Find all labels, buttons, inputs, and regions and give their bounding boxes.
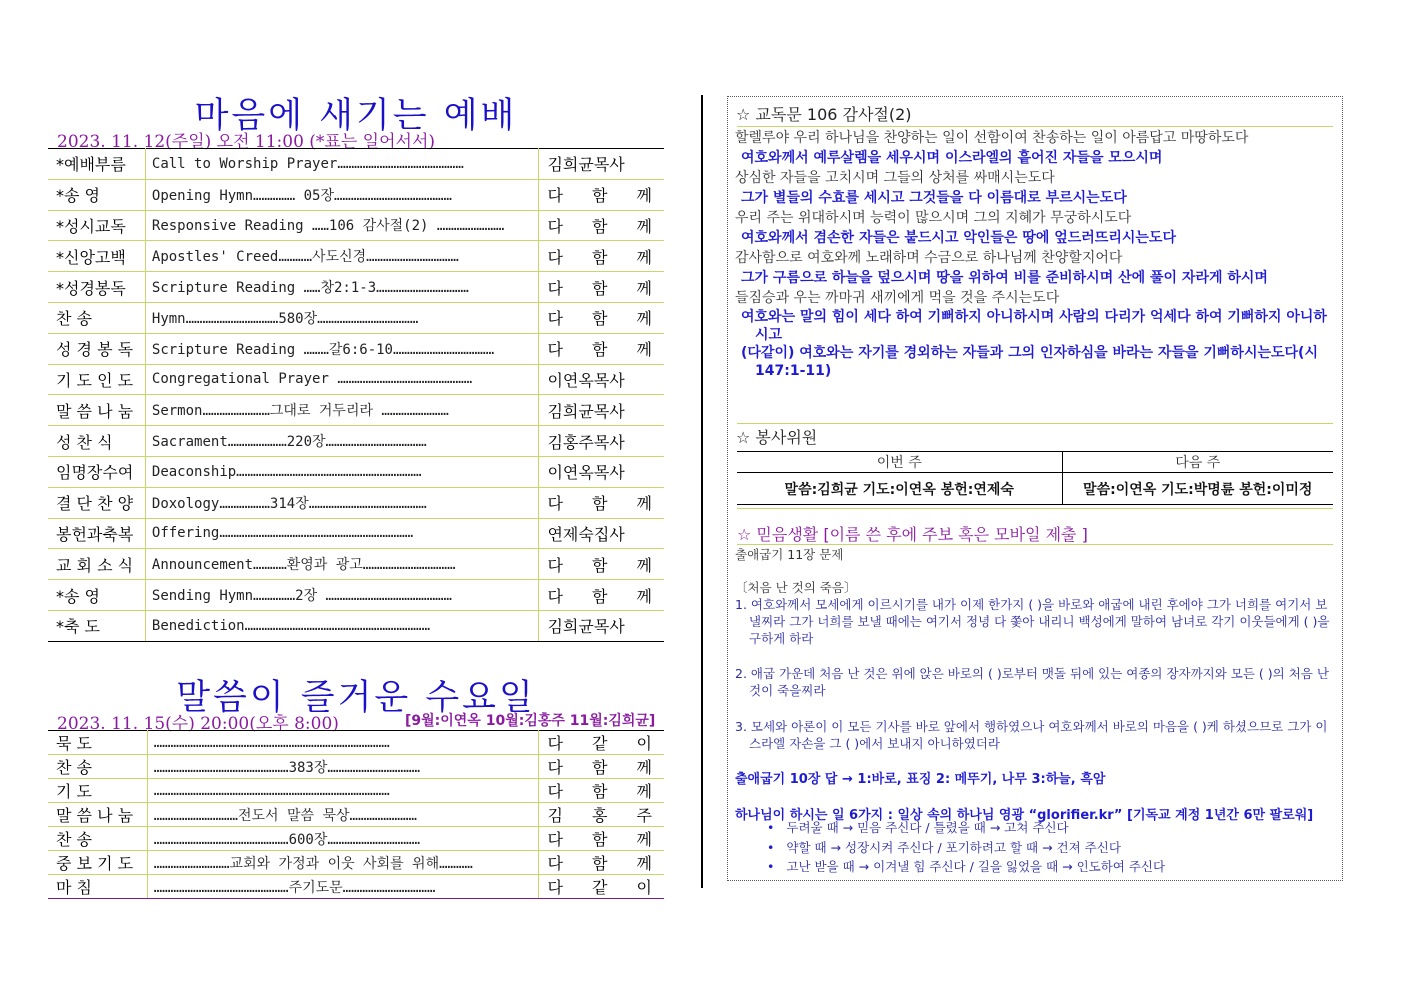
- table-row: [48, 518, 664, 549]
- order-part: 봉헌과축복: [48, 518, 145, 549]
- table-row: [48, 149, 664, 180]
- order-program: Benediction…………………………………………………………: [145, 610, 539, 641]
- divider: [737, 508, 1333, 509]
- service-committee-table: [737, 451, 1333, 505]
- responsive-line: 감사함으로 여호와께 노래하며 수금으로 하나님께 찬양할지어다: [735, 250, 1123, 266]
- divider: [737, 126, 1333, 127]
- responsive-line: 여호와께서 예루살렘을 세우시며 이스라엘의 흩어진 자들을 모으시며: [741, 150, 1163, 166]
- order-part: *송 영: [48, 580, 145, 611]
- order-leader: 다 함 께: [539, 241, 664, 272]
- list-item: • 약할 때 → 성장시켜 주신다 / 포기하려고 할 때 → 건져 주신다: [735, 838, 1165, 858]
- order-leader: 다 함 께: [539, 333, 664, 364]
- order-leader: 다 함 께: [539, 272, 664, 303]
- this-week-label: 이번 주: [737, 452, 1062, 473]
- table-row: [48, 302, 664, 333]
- order-leader: 다 함 께: [539, 549, 664, 580]
- wednesday-service-date: 2023. 11. 15(수) 20:00(오후 8:00): [57, 714, 339, 734]
- order-leader: 다 함 께: [539, 779, 664, 803]
- order-leader: 다 같 이: [539, 731, 664, 755]
- list-item: • 고난 받을 때 → 이겨낼 힘 주신다 / 길을 잃었을 때 → 인도하여 주신다: [735, 857, 1165, 877]
- responsive-line: 여호와께서 겸손한 자들은 붙드시고 악인들은 땅에 엎드러뜨리시는도다: [741, 230, 1176, 246]
- order-part: *송 영: [48, 179, 145, 210]
- order-part: 말 씀 나 눔: [48, 803, 147, 827]
- order-program: …………………………………………………………………………: [147, 779, 539, 803]
- order-leader: 다 함 께: [539, 210, 664, 241]
- order-leader: 다 함 께: [539, 179, 664, 210]
- order-program: Sacrament…………………220장………………………………: [145, 426, 539, 457]
- previous-answers: 출애굽기 10장 답 → 1:바로, 표징 2: 메뚜기, 나무 3:하늘, 흑암: [735, 772, 1106, 787]
- table-row: [48, 875, 664, 899]
- order-part: *성경봉독: [48, 272, 145, 303]
- order-part: 말 씀 나 눔: [48, 395, 145, 426]
- order-part: 찬 송: [48, 827, 147, 851]
- next-week-members: 말씀:이연옥 기도:박명륜 봉헌:이미정: [1062, 473, 1333, 505]
- responsive-line: 할렐루야 우리 하나님을 찬양하는 일이 선함이여 찬송하는 일이 아름답고 마땅하도다: [735, 130, 1249, 146]
- sunday-service-title: 마음에 새기는 예배: [194, 96, 518, 136]
- order-program: Offering……………………………………………………………: [145, 518, 539, 549]
- table-row: [48, 580, 664, 611]
- responsive-line: 들짐승과 우는 까마귀 새끼에게 먹을 것을 주시는도다: [735, 290, 1060, 306]
- order-program: Announcement…………환영과 광고……………………………: [145, 549, 539, 580]
- table-row: [48, 456, 664, 487]
- responsive-reading-text: [735, 128, 1335, 380]
- order-part: *성시교독: [48, 210, 145, 241]
- order-program: …………………………전도서 말씀 묵상……………………: [147, 803, 539, 827]
- table-row: [48, 779, 664, 803]
- wednesday-order-table: [48, 730, 664, 899]
- service-committee-heading: ☆ 봉사위원: [736, 428, 818, 447]
- responsive-line: (다같이) 여호와는 자기를 경외하는 자들과 그의 인자하심을 바라는 자들을 기뻐하시는도다(시147:1-11): [741, 345, 1318, 379]
- table-row: [48, 241, 664, 272]
- order-program: …………………………………………600장……………………………: [147, 827, 539, 851]
- quiz-question-3: 3. 모세와 아론이 이 모든 기사를 바로 앞에서 행하였으나 여호와께서 바로의 마음을 ( )케 하셨으므로 그가 이스라엘 자손을 그 ( )에서 보내지 아니하였더라: [735, 719, 1328, 751]
- sunday-service-date: 2023. 11. 12(주일) 오전 11:00 (*표는 일어서서): [57, 132, 435, 152]
- table-row: [48, 179, 664, 210]
- order-program: Deaconship…………………………………………………………: [145, 456, 539, 487]
- order-program: Scripture Reading ………갈6:6-10………………………………: [145, 333, 539, 364]
- order-leader: 김홍주목사: [539, 426, 664, 457]
- table-row: [48, 803, 664, 827]
- order-program: ………………………교회와 가정과 이웃 사회를 위해…………: [147, 851, 539, 875]
- order-program: Opening Hymn…………… 05장……………………………………: [145, 179, 539, 210]
- god-works-title: 하나님이 하시는 일 6가지 : 일상 속의 하나님 영광 “glorifier.kr” [기독교 계정 1년간 6만 팔로워]: [735, 808, 1314, 823]
- order-program: Hymn……………………………580장………………………………: [145, 302, 539, 333]
- order-program: …………………………………………주기도문……………………………: [147, 875, 539, 899]
- table-row: [48, 364, 664, 395]
- order-part: 마 침: [48, 875, 147, 899]
- responsive-line: 여호와는 말의 힘이 세다 하여 기뻐하지 아니하시며 사람의 다리가 억세다 하여 기뻐하지 아니하시고: [741, 309, 1327, 343]
- quiz-section-title: 〔처음 난 것의 죽음〕: [735, 580, 857, 595]
- order-program: Responsive Reading ……106 감사절(2) ……………………: [145, 210, 539, 241]
- quiz-question-1: 1. 여호와께서 모세에게 이르시기를 내가 이제 한가지 ( )을 바로와 애굽에 내린 후에야 그가 너희를 여기서 보낼찌라 그가 너희를 보낼 때에는 여기서 정녕 다 쫓아 내리니 백성에게 말하여 남녀로 각기 이웃들에게 ( )을 구하게 하라: [735, 597, 1330, 646]
- order-part: *축 도: [48, 610, 145, 641]
- table-row: [48, 731, 664, 755]
- order-part: 찬 송: [48, 302, 145, 333]
- order-part: 임명장수여: [48, 456, 145, 487]
- order-program: …………………………………………………………………………: [147, 731, 539, 755]
- order-part: 기 도 인 도: [48, 364, 145, 395]
- table-row: [48, 851, 664, 875]
- order-leader: 김희균목사: [539, 149, 664, 180]
- order-part: 찬 송: [48, 755, 147, 779]
- order-program: Scripture Reading ……창2:1-3……………………………: [145, 272, 539, 303]
- table-row: [48, 210, 664, 241]
- order-program: Call to Worship Prayer………………………………………: [145, 149, 539, 180]
- order-part: 결 단 찬 양: [48, 487, 145, 518]
- order-part: 중 보 기 도: [48, 851, 147, 875]
- order-program: Doxology………………314장……………………………………: [145, 487, 539, 518]
- order-part: *신앙고백: [48, 241, 145, 272]
- table-row: [48, 426, 664, 457]
- order-program: Congregational Prayer …………………………………………: [145, 364, 539, 395]
- table-row: [48, 487, 664, 518]
- order-leader: 다 함 께: [539, 580, 664, 611]
- this-week-members: 말씀:김희균 기도:이연옥 봉헌:연제숙: [737, 473, 1062, 505]
- faith-life-heading: ☆ 믿음생활 [이름 쓴 후에 주보 혹은 모바일 제출 ]: [737, 525, 1088, 544]
- order-leader: 다 함 께: [539, 302, 664, 333]
- order-program: Apostles' Creed…………사도신경……………………………: [145, 241, 539, 272]
- order-leader: 다 함 께: [539, 755, 664, 779]
- order-leader: 김희균목사: [539, 395, 664, 426]
- table-row: [48, 827, 664, 851]
- quiz-subtitle: 출애굽기 11장 문제: [735, 547, 844, 562]
- table-row: [48, 333, 664, 364]
- order-leader: 김희균목사: [539, 610, 664, 641]
- responsive-line: 그가 구름으로 하늘을 덮으시며 땅을 위하여 비를 준비하시며 산에 풀이 자라게 하시며: [741, 270, 1268, 286]
- order-part: 교 회 소 식: [48, 549, 145, 580]
- table-row: [48, 610, 664, 641]
- order-leader: 연제숙집사: [539, 518, 664, 549]
- responsive-line: 그가 별들의 수효를 세시고 그것들을 다 이름대로 부르시는도다: [741, 190, 1127, 206]
- quiz-question-2: 2. 애굽 가운데 처음 난 것은 위에 앉은 바로의 ( )로부터 맷돌 뒤에 있는 여종의 장자까지와 모든 ( )의 처음 난 것이 죽을찌라: [735, 666, 1329, 698]
- order-leader: 이연옥목사: [539, 364, 664, 395]
- order-leader: 다 함 께: [539, 487, 664, 518]
- order-program: Sermon……………………그대로 거두리라 ……………………: [145, 395, 539, 426]
- order-part: 기 도: [48, 779, 147, 803]
- list-item: • 두려울 때 → 믿음 주신다 / 틀렸을 때 → 고쳐 주신다: [735, 818, 1165, 838]
- order-leader: 다 함 께: [539, 851, 664, 875]
- table-row: [48, 549, 664, 580]
- order-leader: 다 함 께: [539, 827, 664, 851]
- table-row: [48, 272, 664, 303]
- wednesday-service-title: 말씀이 즐거운 수요일: [176, 678, 536, 718]
- god-works-list: [735, 818, 1165, 877]
- table-row: [48, 755, 664, 779]
- column-divider: [701, 95, 703, 888]
- next-week-label: 다음 주: [1062, 452, 1333, 473]
- order-leader: 김 홍 주: [539, 803, 664, 827]
- order-program: …………………………………………383장……………………………: [147, 755, 539, 779]
- order-part: 성 찬 식: [48, 426, 145, 457]
- order-part: *예배부름: [48, 149, 145, 180]
- sunday-order-table: [48, 148, 664, 642]
- monthly-preacher-assignments: [9월:이연옥 10월:김홍주 11월:김희균]: [405, 713, 656, 729]
- order-part: 성 경 봉 독: [48, 333, 145, 364]
- order-part: 묵 도: [48, 731, 147, 755]
- order-program: Sending Hymn……………2장 ………………………………………: [145, 580, 539, 611]
- responsive-reading-heading: ☆ 교독문 106 감사절(2): [736, 105, 912, 124]
- responsive-line: 우리 주는 위대하시며 능력이 많으시며 그의 지혜가 무궁하시도다: [735, 210, 1132, 226]
- responsive-line: 상심한 자들을 고치시며 그들의 상처를 싸매시는도다: [735, 170, 1055, 186]
- table-row: [48, 395, 664, 426]
- order-leader: 다 같 이: [539, 875, 664, 899]
- divider: [737, 423, 1333, 424]
- order-leader: 이연옥목사: [539, 456, 664, 487]
